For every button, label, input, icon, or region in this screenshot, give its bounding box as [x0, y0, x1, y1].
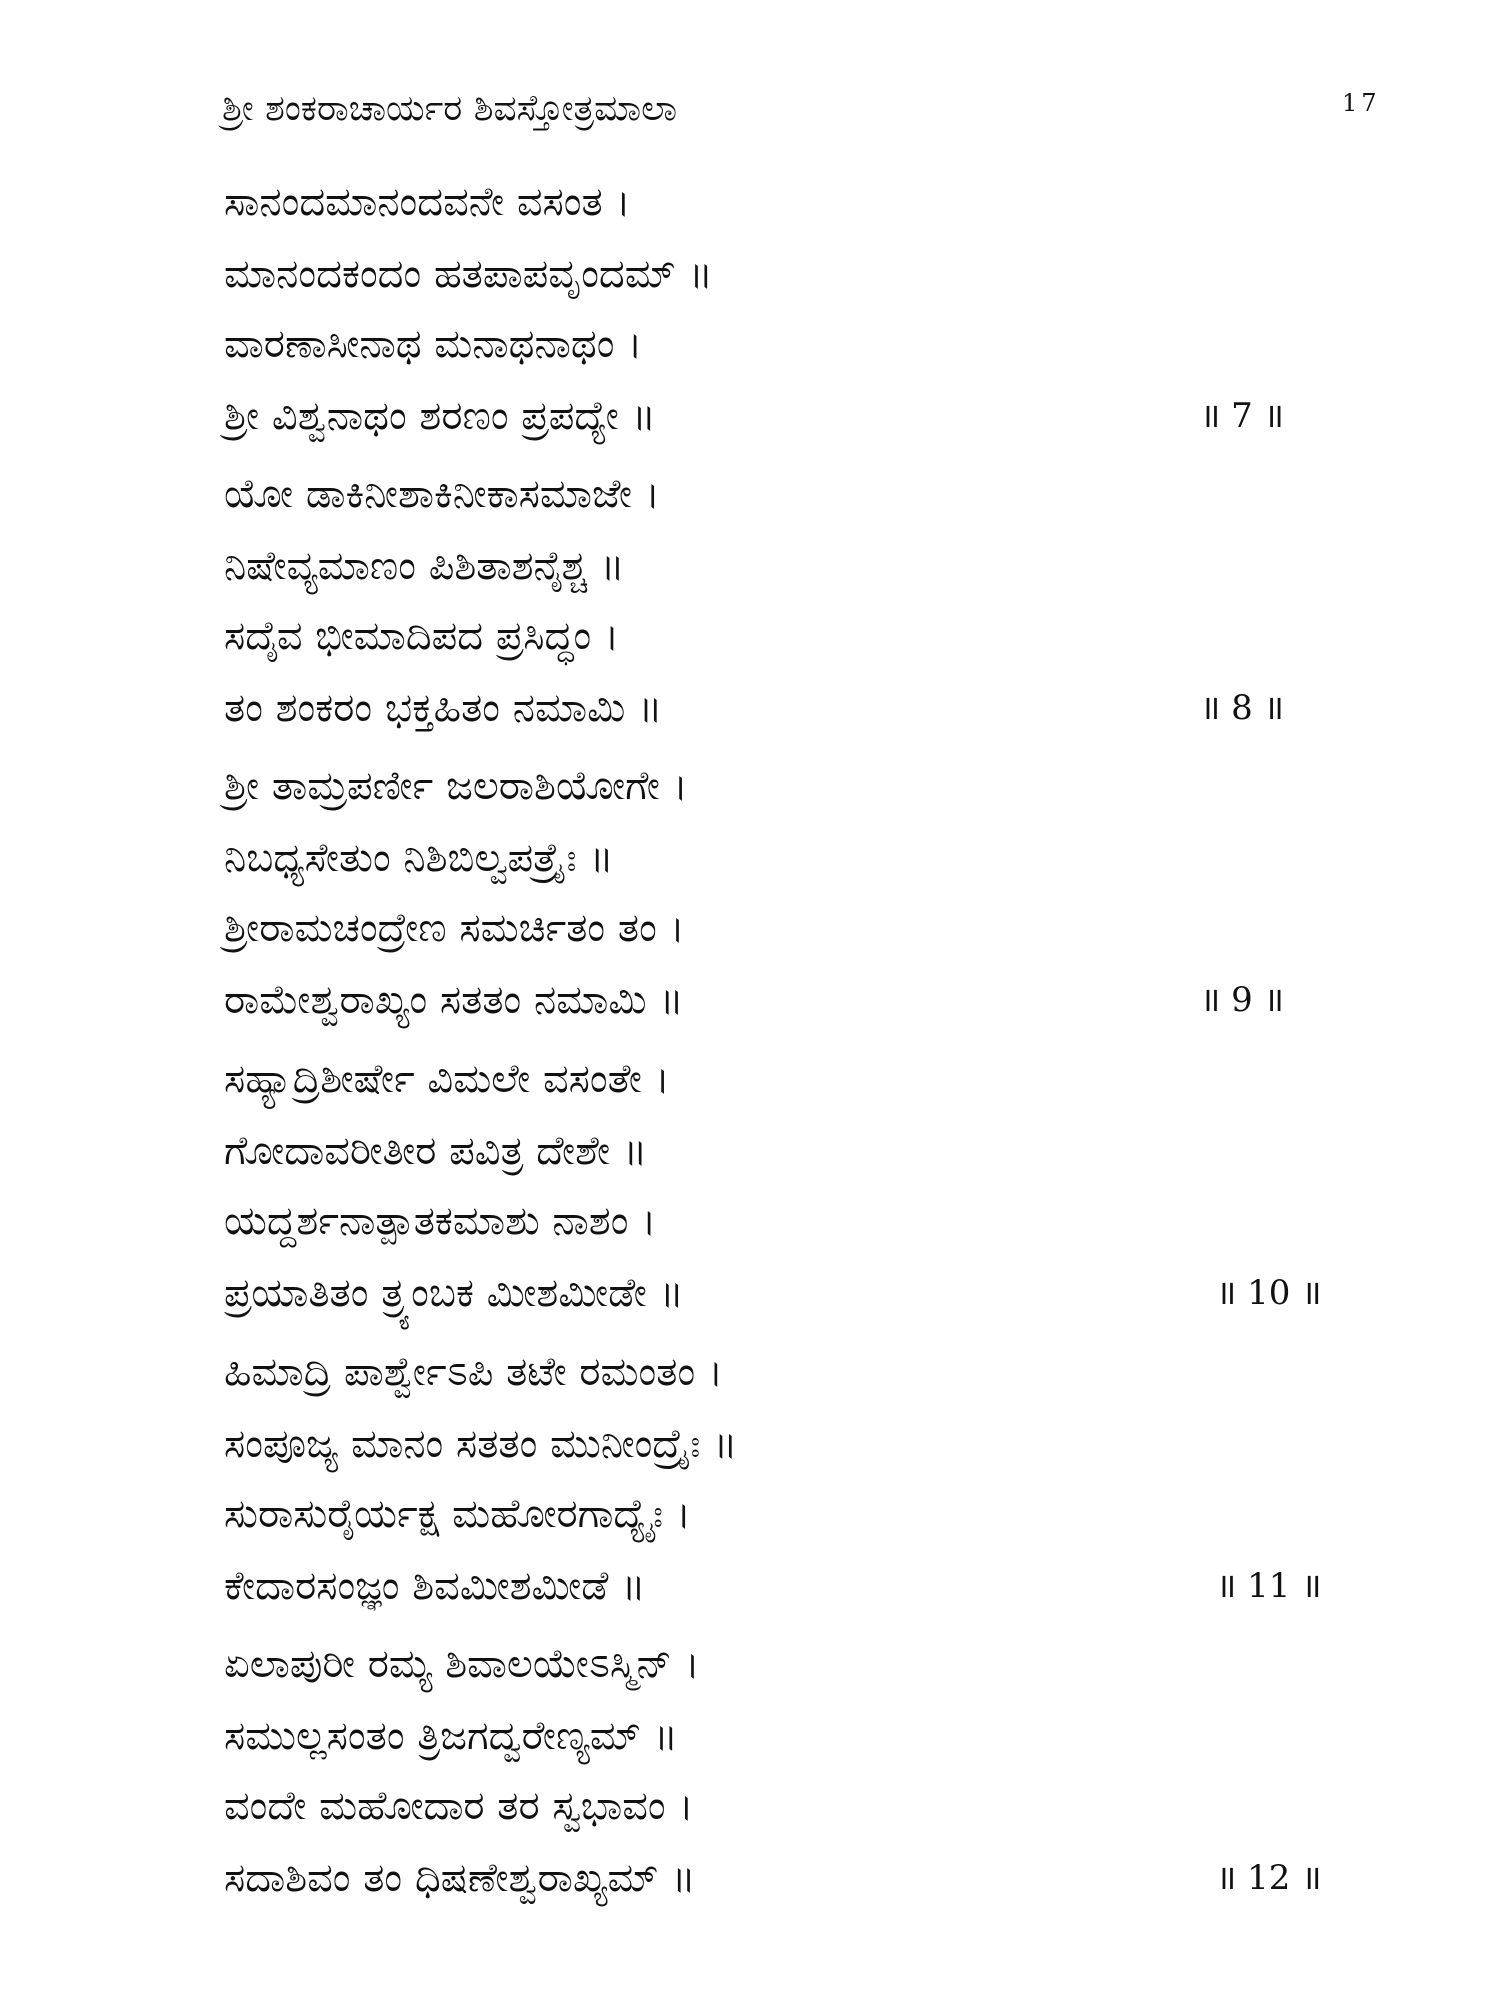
- verse-10: [224, 1050, 1374, 1340]
- verse-line: ಸಂಪೂಜ್ಯ ಮಾನಂ ಸತತಂ ಮುನೀಂದ್ರೈಃ ॥: [224, 1421, 738, 1467]
- verse-line: ಹಿಮಾದ್ರಿ ಪಾರ್ಶ್ವೇಽಪಿ ತಟೇ ರಮಂತಂ ।: [224, 1349, 724, 1395]
- verse-line: ಮಾನಂದಕಂದಂ ಹತಪಾಪವೃಂದಮ್ ॥: [224, 251, 713, 297]
- verse-line: ಸದಾಶಿವಂ ತಂ ಧಿಷಣೇಶ್ವರಾಖ್ಯಮ್ ॥: [224, 1855, 696, 1901]
- verse-line: ಶ್ರೀ ವಿಶ್ವನಾಥಂ ಶರಣಂ ಪ್ರಪದ್ಯೇ ॥: [224, 393, 656, 439]
- verse-11: [224, 1343, 1374, 1633]
- verse-line: ವಾರಣಾಸೀನಾಥ ಮನಾಥನಾಥಂ ।: [224, 321, 643, 367]
- verse-line: ಸಮುಲ್ಲಸಂತಂ ತ್ರಿಜಗದ್ವರೇಣ್ಯಮ್ ॥: [224, 1713, 678, 1759]
- verse-line: ಸಹ್ಯಾದ್ರಿಶೀರ್ಷೇ ವಿಮಲೇ ವಸಂತೇ ।: [224, 1056, 670, 1102]
- verse-line: ನಿಬಧ್ಯಸೇತುಂ ನಿಶಿಬಿಲ್ವಪತ್ರೈಃ ॥: [224, 835, 614, 881]
- verse-line: ಗೋದಾವರೀತೀರ ಪವಿತ್ರ ದೇಶೇ ॥: [224, 1128, 648, 1174]
- verse-line: ಯೋ ಡಾಕಿನೀಶಾಕಿನೀಕಾಸಮಾಜೇ ।: [224, 471, 660, 517]
- page-header-title: ಶ್ರೀ ಶಂಕರಾಚಾರ್ಯರ ಶಿವಸ್ತೋತ್ರಮಾಲಾ: [222, 88, 678, 129]
- verse-number: ॥ 12 ॥: [1216, 1858, 1322, 1898]
- verse-number: ॥ 8 ॥: [1200, 688, 1284, 728]
- verse-line: ಯದ್ದರ್ಶನಾತ್ಪಾತಕಮಾಶು ನಾಶಂ ।: [224, 1198, 657, 1244]
- verse-line: ಸಾನಂದಮಾನಂದವನೇ ವಸಂತ ।: [224, 179, 631, 225]
- verse-number: ॥ 7 ॥: [1200, 396, 1284, 436]
- page-number: 17: [1342, 89, 1381, 117]
- verse-line: ಪ್ರಯಾತಿತಂ ತ್ರ್ಯಂಬಕ ಮೀಶಮೀಡೇ ॥: [224, 1270, 684, 1316]
- verse-12: [224, 1635, 1374, 1925]
- verse-line: ಸುರಾಸುರೈರ್ಯಕ್ಷ ಮಹೋರಗಾದ್ಯೈಃ ।: [224, 1491, 691, 1537]
- verse-number: ॥ 10 ॥: [1216, 1273, 1322, 1313]
- verse-8: [224, 465, 1374, 755]
- verse-line: ಕೇದಾರಸಂಜ್ಞಂ ಶಿವಮೀಶಮೀಡೆ ॥: [224, 1563, 646, 1609]
- verse-line: ಶ್ರೀ ತಾಮ್ರಪರ್ಣೀ ಜಲರಾಶಿಯೋಗೇ ।: [224, 763, 688, 809]
- verse-number: ॥ 11 ॥: [1216, 1566, 1322, 1606]
- verse-line: ತಂ ಶಂಕರಂ ಭಕ್ತಹಿತಂ ನಮಾಮಿ ॥: [224, 685, 663, 731]
- verse-line: ವಂದೇ ಮಹೋದಾರ ತರ ಸ್ವಭಾವಂ ।: [224, 1783, 694, 1829]
- verse-line: ಏಲಾಪುರೀ ರಮ್ಯ ಶಿವಾಲಯೇಽಸ್ಮಿನ್ ।: [224, 1641, 700, 1687]
- verse-line: ಸದೈವ ಭೀಮಾದಿಪದ ಪ್ರಸಿದ್ಧಂ ।: [224, 613, 620, 659]
- verse-line: ಶ್ರೀರಾಮಚಂದ್ರೇಣ ಸಮರ್ಚಿತಂ ತಂ ।: [224, 905, 685, 951]
- verse-9: [224, 757, 1374, 1047]
- verse-number: ॥ 9 ॥: [1200, 980, 1284, 1020]
- verse-line: ನಿಷೇವ್ಯಮಾಣಂ ಪಿಶಿತಾಶನೈಶ್ಚ ॥: [224, 543, 625, 589]
- verse-line: ರಾಮೇಶ್ವರಾಖ್ಯಂ ಸತತಂ ನಮಾಮಿ ॥: [224, 977, 684, 1023]
- verse-7: [224, 173, 1374, 463]
